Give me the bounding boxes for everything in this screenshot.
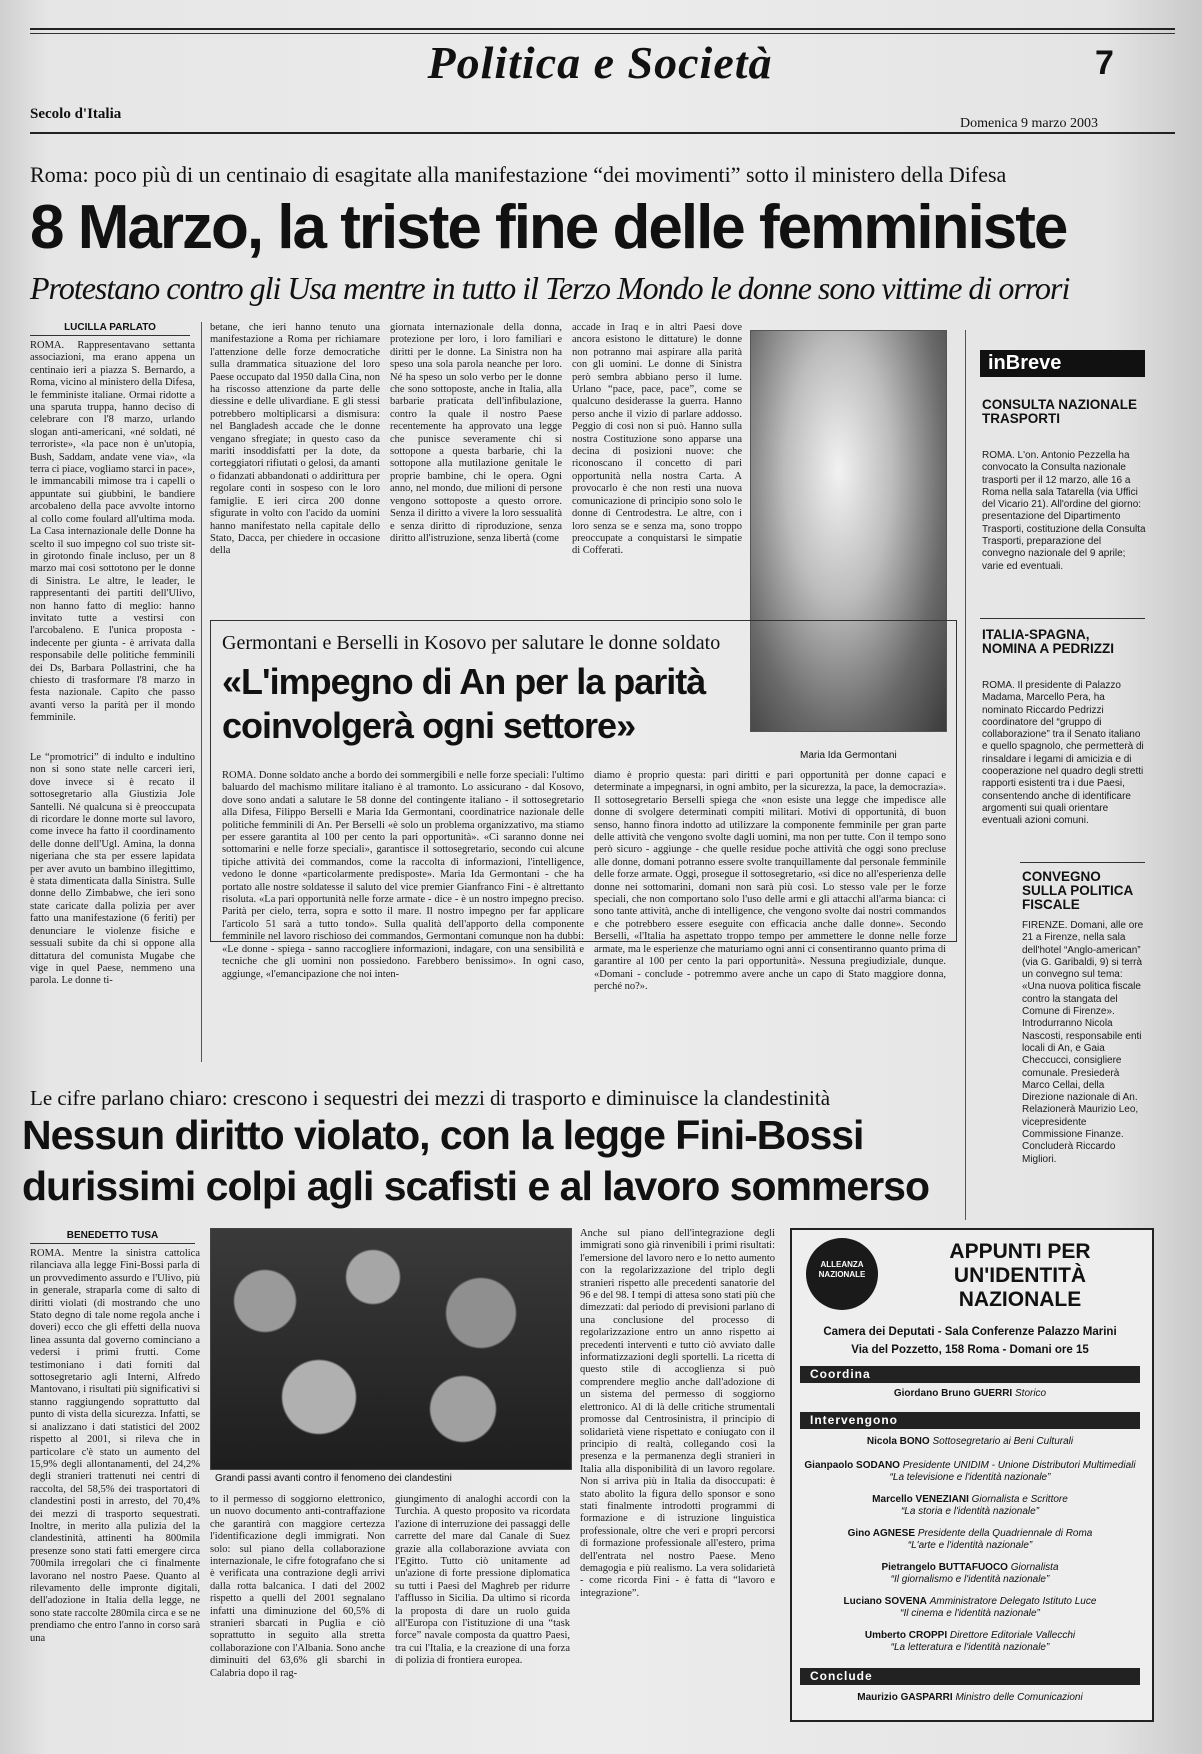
speaker-role: Sottosegretario ai Beni Culturali <box>932 1436 1074 1447</box>
speaker-role: Ministro delle Comunicazioni <box>955 1692 1083 1703</box>
speaker-topic: “La letteratura e l'identità nazionale” <box>890 1642 1050 1653</box>
article3-col4: Anche sul piano dell'integrazione degli immigrati sono già rinvenibili i primi risultati: l'emersione del lavoro nero e lo netto aumento con la regolarizzazione del triplo degli stranieri rispetto alle precedenti sanatorie del 96 e del 98. I tempi di attesa sono stati più che dimezzati: dal periodo di previsioni parlano di una conclusione del processo di regolarizzazione entro un anno rispetto ai precedenti interventi e tutto ciò avviato dalle informatizzazioni degli sportelli. La ricetta di questo stile di accoglienza si può comprendere meglio anche dall'adozione di un sistema del permesso di soggiorno elettronico. Al di là delle critiche strumentali promosse dal Centrosinistra, il principio di solidarietà viene rispettato e coniugato con il principio di realtà, collegando così la presenza e la permanenza degli stranieri in Italia alla disponibilità di un lavoro regolare. Non si arriva più in Italia da disoccupati: è stato abolito la figura dello sponsor e sono stati finalmente introdotti programmi di formazione e di istruzione linguistica professionale, oltre che veri e propri percorsi di formazione professionale all'estero, prima dell'entrata nel nostro Paese. Meno demagogia e più realismo. La vera solidarietà - come ricorda Fini - è fatta di “lavoro e integrazione”. <box>580 1228 775 1599</box>
speaker-name: Luciano SOVENA <box>843 1596 927 1607</box>
article3-headline-line1: Nessun diritto violato, con la legge Fini-Bossi <box>22 1112 864 1158</box>
page-number: 7 <box>1095 44 1114 82</box>
breve-item-head: CONSULTA NAZIONALE TRASPORTI <box>982 397 1137 426</box>
article1-headline: 8 Marzo, la triste fine delle femministe <box>30 193 1067 262</box>
paper-name: Secolo d'Italia <box>30 106 122 122</box>
ad-intervengono-label: Intervengono <box>800 1412 1140 1429</box>
ad-conclude-label: Conclude <box>800 1668 1140 1685</box>
logo-text: ALLEANZA NAZIONALE <box>818 1260 866 1279</box>
article3-kicker: Le cifre parlano chiaro: crescono i sequestri dei mezzi di trasporto e diminuisce la clandestinità <box>30 1086 831 1110</box>
speaker-name: Gino AGNESE <box>847 1528 916 1539</box>
article1-col1: ROMA. Rappresentavano settanta associazioni, ma erano appena un centinaio ieri a piazza S. Bernardo, a Roma, vicino al ministero della Difesa, le femministe italiane. Ormai ridotte a una sparuta truppa, hanno deciso di celebrare con l'8 marzo, urlando slogan anti-americani, «né soldati, né terroriste», «la pace non è un'utopia, Bush, Saddam, andate vene via», «la terra ci piace, vogliamo starci in pace», le immancabili mimose tra i capelli o appuntate sui giubbini, le bandiere arcobaleno della pace avvolte intorno al collo come foulard all'ultima moda. La Casa internazionale delle Donne ha scelto il suo impegno col suo triste sit-in girotondo finale incluso, per un 8 marzo mai così sottotono per le donne di Sinistra. Le altre, le leader, le rappresentanti dei partiti dell'Ulivo, non hanno fatto di meglio: hanno invitato tutte a vestirsi con l'arcobaleno. E l'unica proposta - indecente per giunta - è arrivata dalla responsabile delle politiche femminili dei Ds, Barbara Pollastrini, che ha chiesto di trasformare l'8 marzo in festa nazionale. Capito che passo avanti verso la parità per il mondo femminile. <box>30 340 196 724</box>
photo-caption-germontani: Maria Ida Germontani <box>800 750 897 761</box>
article1-col3: giornata internazionale della donna, protezione per loro, i loro familiari e diritti per le donne. La Sinistra non ha speso una sola parola neanche per loro. Né ha speso un solo verbo per le donne che sono sottoposte, anche in Italia, alla barbarie praticata dell'infibulazione, contro la quale il nostro Paese recentemente ha approvato una legge che punisce severamente chi si sottopone a questa barbarie, chi la sottopone alla mutilazione genitale le proprie bambine, chi le opera. Ogni anno, nel mondo, due milioni di persone vengono sottoposte a questo orrore. Senza il diritto a vivere la loro sessualità e senza diritto di riproduzione, senza diritto all'istruzione, senza libertà (come <box>390 322 562 544</box>
speaker-name: Gianpaolo SODANO <box>804 1460 900 1471</box>
breve-item-text: ROMA. Il presidente di Palazzo Madama, Marcello Pera, ha nominato Riccardo Pedrizzi coordinatore del “gruppo di collaborazione” tra il Senato italiano e quello spagnolo, che permetterà di rinsaldare i legami di amicizia e di cooperazione nel quadro degli stretti rapporti esistenti tra i due Paesi, consentendo anche di identificare argomenti sui quali orientare eventuali azioni comuni. <box>982 680 1144 827</box>
ad-speaker <box>800 1596 1140 1620</box>
sidebar-divider <box>965 330 966 1220</box>
masthead-rule <box>30 132 1175 134</box>
speaker-name: Giordano Bruno GUERRI <box>893 1388 1013 1399</box>
speaker-name: Marcello VENEZIANI <box>872 1494 969 1505</box>
article3-headline <box>22 1110 982 1212</box>
ad-coordinator <box>800 1388 1140 1400</box>
article1-col1b: Le “promotrici” di indulto e indultino non si sono state nelle carceri ieri, dove invece si è recato il sottosegretario alla Giustizia Jole Santelli. Né qualcuna si è preoccupata di ricordare le donne morte sul lavoro, come invece ha fatto il coordinamento delle donne dell'Ugl. Amina, la donna nigeriana che sta per essere lapidata per aver avuto un bambino illegittimo, è stata dimenticata dalla Sinistra. Sulle donne dello Zimbabwe, che ieri sono state caricate dalla polizia per aver fatto una manifestazione (6 feriti) per denunciare le violenze fisiche e sessuali subite da chi si oppone alla dittatura del comunista Mugabe che vige in quel Paese, nemmeno una parola. Le donne ti- <box>30 752 195 987</box>
speaker-topic: “La storia e l'identità nazionale” <box>900 1506 1040 1517</box>
speaker-role: Giornalista e Scrittore <box>971 1494 1068 1505</box>
ad-venue-line2: Via del Pozzetto, 158 Roma - Domani ore 15 <box>851 1344 1089 1356</box>
speaker-name: Nicola BONO <box>866 1436 930 1447</box>
speaker-role: Giornalista <box>1010 1562 1059 1573</box>
top-rule <box>30 28 1175 30</box>
speaker-role: Amministratore Delegato Istituto Luce <box>929 1596 1097 1607</box>
article1-kicker: Roma: poco più di un centinaio di esagitate alla manifestazione “dei movimenti” sotto il ministero della Difesa <box>30 162 1007 187</box>
alleanza-nazionale-logo <box>806 1238 878 1310</box>
article3-col3: giungimento di analoghi accordi con la Turchia. A questo proposito va ricordata l'azione di interruzione dei passaggi delle carrette del mare dal Canale di Suez grazie alla collaborazione avviata con l'Egitto. Tutto ciò unitamente ad un'azione di forte pressione diplomatica su tutti i Paesi del Maghreb per ridurre l'afflusso in Sicilia. Da ultimo si ricorda la proposta di dare un ruolo guida all'Europa con l'istituzione di una “task force” navale composta da quattro Paesi, tra cui l'Italia, e la creazione di una forza di polizia di frontiera europea. <box>395 1494 570 1667</box>
ad-speaker <box>800 1528 1140 1552</box>
column-divider <box>201 322 202 1062</box>
article1-col4: accade in Iraq e in altri Paesi dove ancora esistono le dittature) le donne non potranno mai aspirare alla parità con gli uomini. Le donne di Sinistra però sembra abbiano perso il lume. Urlano “pace, pace, pace”, come se qualcuno desiderasse la guerra. Hanno perso anche il vizio di parlare addosso. Peggio di così non si può. Hanno sulla nostra Costituzione sono apparse una decina di posizioni nuove: che riconoscano il concetto di pari opportunità nella nostra Carta. A provocarlo è che non resti una nuova comunicazione di principio sono solo le donne di Centrodestra. Le altre, con i loro senza se e senza ma, sono troppo preoccupate a conquistarsi le simpatie di Cofferati. <box>572 322 742 557</box>
ad-speaker <box>800 1562 1140 1586</box>
ad-speaker <box>800 1460 1140 1484</box>
article1-col2: betane, che ieri hanno tenuto una manifestazione a Roma per richiamare l'attenzione delle forze democratiche sulla drammatica situazione del loro Paese occupato dal 1950 dalla Cina, non ha riscosso attenzione da parte delle diessine e delle ulivardiane. E gli stessi potrebbero moltiplicarsi a dismisura: nel Bangladesh accade che le donne vengano sfregiate; in questo caso da mariti insoddisfatti per la dote, da corteggiatori rifiutati o gelosi, da amanti o fidanzati abbandonati o addirittura per regolare conti in sospeso con le loro famiglie. E ieri circa 200 donne sfigurate in volto con l'acido da uomini hanno manifestato nella capitale dello Stato, Dacca, per chiedere in occasione della <box>210 322 380 557</box>
article3-headline-line2: durissimi colpi agli scafisti e al lavoro sommerso <box>22 1163 930 1209</box>
speaker-role: Direttore Editoriale Vallecchi <box>949 1630 1076 1641</box>
article3-col2: to il permesso di soggiorno elettronico, un nuovo documento anti-contraffazione che garantirà con maggiore certezza l'identificazione degli immigrati. Non solo: sul piano della collaborazione internazionale, le cifre fotografano che si è verificata una contrazione degli arrivi dalla rotta balcanica. I dati del 2002 rispetto a quelli del 2001 segnalano infatti una diminuzione del 60,5% di stranieri sbarcati in Puglia e ciò soprattutto in seguito alla stretta collaborazione con l'Albania. Sono anche diminuiti del 63,6% gli sbarchi in Calabria dopo il rag- <box>210 1494 385 1679</box>
article1-subhead: Protestano contro gli Usa mentre in tutto il Terzo Mondo le donne sono vittime di orrori <box>30 270 1070 306</box>
speaker-topic: “Il cinema e l'identità nazionale” <box>900 1608 1040 1619</box>
speaker-topic: “L'arte e l'identità nazionale” <box>907 1540 1033 1551</box>
ad-speaker <box>800 1436 1140 1448</box>
breve-item-text: ROMA. L'on. Antonio Pezzella ha convocato la Consulta nazionale trasporti per il 12 marzo, alle 16 a Roma nella sala Tatarella (via Uffici del Vicario 21). All'ordine del giorno: presentazione del Dipartimento Trasporti, costituzione della Consulta Trasporti, preparazione del convegno nazionale del 9 aprile; varie ed eventuali. <box>982 450 1146 572</box>
article2-col2: diamo è proprio questa: pari diritti e pari opportunità per donne capaci e determinate a impegnarsi, in ogni ambito, per la sicurezza, la pace, la democrazia». Il sottosegretario Berselli spiega che «non esiste una legge che impedisce alle donne di svolgere determinati compiti militari. Motivi di opportunità, di buon senso, hanno finora indotto ad utilizzare la componente femminile per gran parte delle attività che vengono svolte dagli uomini, ma non per tutte. Con il tempo sono però sicuro - aggiunge - che quelle residue poche attività che oggi sono precluse alle donne, domani potranno essere svolte tranquillamente dal personale femminile delle forze armate. Oggi, prosegue il sottosegretario, «si dice no all'esperienza delle donne nei sottomarini, domani non sarà più così. Lo stesso vale per le forze speciali, che non comportano solo l'uso delle armi e gli attacchi all'arma bianca: ci sono tante attività, anche di intelligence, che vengono svolte dai nostri commandos e che potrebbero essere eseguite con efficacia anche dalle donne». Secondo Berselli, «l'Italia ha aspettato troppo tempo per ammettere le donne nelle forze armate, ma le esperienze che maturiamo ogni anni ci consentiranno quanto prima di garantire al 100 per cento la pari opportunità». Nessuna pregiudiziale, dunque. «Domani - conclude - potremmo avere anche un capo di Stato maggiore donna, perché no?». <box>594 770 946 992</box>
breve-rule <box>1020 862 1145 863</box>
ad-title: APPUNTI PER UN'IDENTITÀ NAZIONALE <box>949 1240 1091 1311</box>
ad-venue-line1: Camera dei Deputati - Sala Conferenze Palazzo Marini <box>823 1326 1117 1338</box>
ad-speaker <box>800 1630 1140 1654</box>
article2-headline: «L'impegno di An per la parità coinvolgerà ogni settore» <box>222 661 706 746</box>
inbreve-title: inBreve <box>980 350 1145 377</box>
issue-date: Domenica 9 marzo 2003 <box>960 116 1099 131</box>
article1-byline: LUCILLA PARLATO <box>30 322 190 336</box>
speaker-topic: “Il giornalismo e l'identità nazionale” <box>890 1574 1050 1585</box>
speaker-role: Presidente UNIDIM - Unione Distributori Multimediali <box>902 1460 1136 1471</box>
speaker-role: Presidente della Quadriennale di Roma <box>917 1528 1093 1539</box>
ad-coordina-label: Coordina <box>800 1366 1140 1383</box>
breve-rule <box>980 618 1145 619</box>
breve-item-text: FIRENZE. Domani, alle ore 21 a Firenze, nella sala dell'hotel “Anglo-american” (via G. Garibaldi, 9) si terrà un convegno sul tema: «Una nuova politica fiscale contro la stangata del Comune di Firenze». Introdurranno Nicola Nascosti, responsabile enti locali di An, e Gaia Checcucci, consigliere comunale. Presiederà Marco Cellai, della Direzione nazionale di An. Relazionerà Maurizio Leo, vicepresidente Commissione Finanze. Concluderà Riccardo Migliori. <box>1022 920 1144 1165</box>
article3-byline: BENEDETTO TUSA <box>30 1230 195 1244</box>
article2-col1: ROMA. Donne soldato anche a bordo dei sommergibili e nelle forze speciali: l'ultimo baluardo del machismo militare italiano è al tramonto. Lo assicurano - dal Kosovo, dove sono andati a salutare le 58 donne del contingente italiano - il sottosegretario alla Difesa, Filippo Berselli e Maria Ida Germontani, coordinatrice nazionale delle politiche femminili di An. Per Berselli «è solo un problema organizzativo, ma stiamo per essere garantita al 100 per cento la pari opportunità». «Ci saranno donne nei sottomarini e nelle forze speciali», garantisce il sottosegretario, secondo cui alcune tipiche attività dei commandos, come la raccolta di informazioni, l'intelligence, vedono le donne «particolarmente predisposte». Maria Ida Germontani - che ha portato alle nostre soldatesse il saluto del vice premier Gianfranco Fini - è altrettanto risoluta. «La pari opportunità nelle forze armate - dice - è un nostro impegno preciso. Parità per cielo, terra, sopra e sotto il mare. Il nostro impegno per far applicare l'articolo 51 sarà a tutto tondo». Sulla qualità dell'apporto della componente femminile nel lavoro rischioso dei commandos, Germontani comunque non ha dubbi: «Le donne - spiega - sanno raccogliere informazioni, indagare, con una sensibilità e tecniche che gli uomini non possiedono. Farebbero benissimo». In ogni caso, aggiunge, «l'emancipazione che noi inten- <box>222 770 584 980</box>
ad-concluder <box>800 1692 1140 1704</box>
speaker-topic: “La televisione e l'identità nazionale” <box>889 1472 1051 1483</box>
article3-col1: ROMA. Mentre la sinistra cattolica rilanciava alla legge Fini-Bossi parla di un provvedimento assurdo e l'Ulivo, più in generale, straparla come di salto di diritti violati (di mostrando che uno Stato degno di tale nome regola anche i doveri) ecco che gli effetti della nuova linea assunta dal governo cominciano a vedersi i primi frutti. Come testimoniano i dati forniti dal sottosegretario agli Interni, Alfredo Mantovano, i risultati più significativi si stanno raggiungendo soprattutto dal punto di vista della sicurezza. Infatti, se si analizzano i dati statistici del 2002 rispetto al 2001, si rileva che in particolare c'è stato un aumento del 15,9% degli allontanamenti, del 24,2% degli stranieri trattenuti nei centri di raccolta, del 58,5% dei trasportatori di clandestini posti in arresto, del 70,4% dei mezzi di trasporto sequestrati. Inoltre, in merito alla pulizia del la clandestinità, attinenti ha 800mila presenze sono stati fatti emergere circa 700mila irregolari che ci finalmente lavorano nel nostro Paese. Quanto al rilevamento delle impronte digitali, dell'adozione in Italia della legge, ne sono state raccolte 280mila circa e se ne prendiamo che entro l'anno in corso sarà una <box>30 1248 200 1644</box>
speaker-role: Storico <box>1015 1388 1047 1399</box>
speaker-name: Umberto CROPPI <box>864 1630 948 1641</box>
speaker-name: Pietrangelo BUTTAFUOCO <box>881 1562 1008 1573</box>
photo-caption-immigrants: Grandi passi avanti contro il fenomeno dei clandestini <box>215 1473 452 1484</box>
article2-kicker: Germontani e Berselli in Kosovo per salutare le donne soldato <box>222 632 721 654</box>
ad-speaker <box>800 1494 1140 1518</box>
immigrants-photo <box>210 1228 572 1470</box>
top-rule-thin <box>30 33 1175 34</box>
breve-item-head: CONVEGNO SULLA POLITICA FISCALE <box>1022 869 1133 912</box>
breve-item-head: ITALIA-SPAGNA, NOMINA A PEDRIZZI <box>982 627 1114 656</box>
section-title: Politica e Società <box>427 37 773 88</box>
speaker-name: Maurizio GASPARRI <box>857 1692 953 1703</box>
